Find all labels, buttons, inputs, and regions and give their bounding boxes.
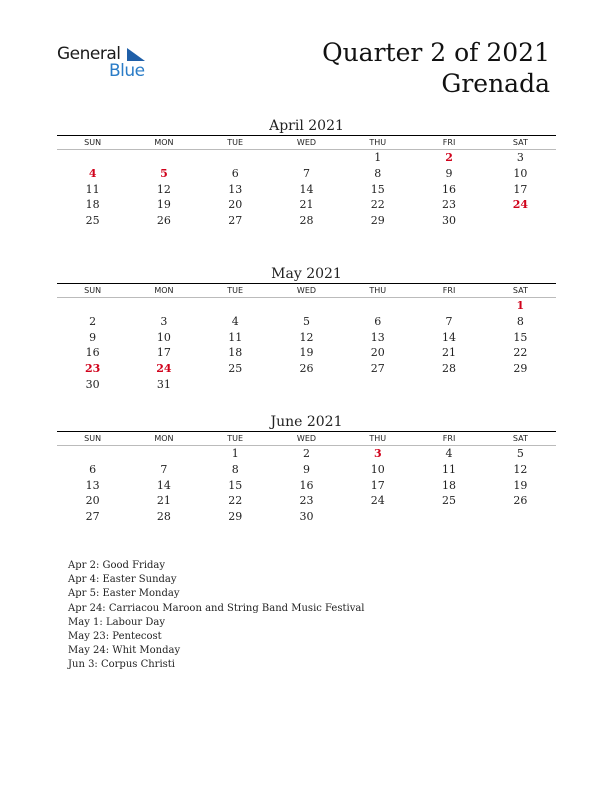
day-cell: 28 (442, 362, 457, 376)
logo-text-blue: Blue (109, 61, 145, 81)
day-cell: 29 (228, 510, 243, 524)
weekday-header: SUN (57, 432, 128, 446)
day-cell: 13 (85, 478, 100, 492)
day-cell: 15 (513, 330, 528, 344)
day-cell: 23 (442, 198, 457, 212)
day-cell: 10 (370, 463, 385, 477)
empty-cell (485, 509, 556, 525)
holiday-note: Apr 24: Carriacou Maroon and String Band Music Festival (68, 602, 365, 614)
weekday-header: SAT (485, 284, 556, 298)
empty-cell (128, 150, 199, 166)
holiday-note: May 1: Labour Day (68, 616, 165, 628)
weekday-header: MON (128, 284, 199, 298)
empty-cell (128, 446, 199, 462)
logo-text-general: General (57, 44, 121, 64)
week-row (57, 150, 556, 166)
empty-cell (57, 150, 128, 166)
weekday-header: MON (128, 136, 199, 150)
month-title: May 2021 (271, 266, 342, 282)
month-june (57, 413, 556, 524)
empty-cell (485, 376, 556, 392)
weekday-header: SAT (485, 432, 556, 446)
week-row (57, 446, 556, 462)
weekday-header: WED (271, 284, 342, 298)
day-cell: 25 (85, 214, 100, 228)
week-row (57, 345, 556, 361)
holiday-note: May 24: Whit Monday (68, 645, 181, 657)
day-cell: 22 (513, 346, 528, 360)
weekday-header: TUE (200, 432, 271, 446)
day-cell: 15 (228, 478, 243, 492)
day-cell: 3 (373, 447, 382, 461)
week-row (57, 509, 556, 525)
day-cell: 30 (85, 377, 100, 391)
day-cell: 14 (442, 330, 457, 344)
day-cell: 1 (516, 299, 525, 313)
holiday-note: Jun 3: Corpus Christi (68, 659, 176, 671)
holiday-note: Apr 2: Good Friday (68, 560, 166, 571)
day-cell: 19 (156, 198, 171, 212)
day-cell: 21 (442, 346, 457, 360)
month-grid (57, 284, 556, 392)
day-cell: 27 (228, 214, 243, 228)
day-cell: 29 (513, 362, 528, 376)
weekday-header: SAT (485, 136, 556, 150)
day-cell: 8 (516, 315, 524, 329)
day-cell: 6 (231, 167, 239, 181)
day-cell: 23 (299, 494, 314, 508)
weekday-header: SUN (57, 136, 128, 150)
day-cell: 24 (370, 494, 385, 508)
day-cell: 18 (442, 478, 457, 492)
day-cell: 25 (442, 494, 457, 508)
week-row (57, 197, 556, 213)
empty-cell (413, 298, 484, 314)
week-row (57, 462, 556, 478)
empty-cell (128, 298, 199, 314)
empty-cell (200, 150, 271, 166)
day-cell: 30 (299, 510, 314, 524)
weekday-header: SUN (57, 284, 128, 298)
week-row (57, 213, 556, 229)
month-grid (57, 432, 556, 524)
day-cell: 18 (85, 198, 100, 212)
weekday-header: FRI (413, 136, 484, 150)
empty-cell (413, 376, 484, 392)
day-cell: 22 (228, 494, 243, 508)
holiday-note: May 23: Pentecost (68, 631, 162, 643)
weekday-header: TUE (200, 284, 271, 298)
empty-cell (200, 376, 271, 392)
month-title: June 2021 (270, 414, 343, 430)
day-cell: 3 (160, 315, 168, 329)
empty-cell (485, 213, 556, 229)
day-cell: 7 (302, 167, 310, 181)
day-cell: 24 (512, 198, 528, 212)
day-cell: 2 (445, 151, 453, 165)
day-cell: 28 (299, 214, 314, 228)
day-cell: 23 (84, 362, 101, 376)
week-row (57, 361, 556, 377)
day-cell: 25 (228, 362, 243, 376)
day-cell: 2 (89, 315, 97, 329)
day-cell: 9 (445, 167, 453, 181)
day-cell: 12 (299, 330, 314, 344)
day-cell: 16 (85, 346, 100, 360)
day-cell: 20 (85, 494, 100, 508)
day-cell: 18 (228, 346, 243, 360)
day-cell: 12 (513, 463, 528, 477)
day-cell: 20 (370, 346, 385, 360)
day-cell: 6 (374, 315, 382, 329)
day-cell: 16 (299, 478, 314, 492)
week-row (57, 477, 556, 493)
day-cell: 19 (513, 478, 528, 492)
day-cell: 26 (513, 494, 528, 508)
day-cell: 11 (85, 182, 100, 196)
empty-cell (57, 446, 128, 462)
day-cell: 4 (231, 315, 239, 329)
empty-cell (342, 509, 413, 525)
empty-cell (271, 150, 342, 166)
weekday-header: THU (342, 136, 413, 150)
week-row (57, 376, 556, 392)
day-cell: 3 (516, 151, 524, 165)
day-cell: 11 (228, 330, 243, 344)
day-cell: 2 (302, 447, 310, 461)
day-cell: 31 (156, 377, 171, 391)
day-cell: 16 (442, 182, 457, 196)
day-cell: 8 (231, 463, 239, 477)
day-cell: 14 (156, 478, 171, 492)
day-cell: 22 (370, 198, 385, 212)
day-cell: 28 (156, 510, 171, 524)
week-row (57, 181, 556, 197)
empty-cell (413, 509, 484, 525)
day-cell: 13 (228, 182, 243, 196)
weekday-header: THU (342, 432, 413, 446)
empty-cell (342, 298, 413, 314)
day-cell: 17 (156, 346, 171, 360)
day-cell: 21 (156, 494, 171, 508)
day-cell: 4 (88, 167, 97, 181)
page-title (322, 37, 550, 99)
day-cell: 9 (302, 463, 310, 477)
month-april (57, 117, 556, 228)
week-row (57, 493, 556, 509)
day-cell: 20 (228, 198, 243, 212)
day-cell: 5 (516, 447, 524, 461)
month-title: April 2021 (269, 118, 344, 134)
week-row (57, 166, 556, 182)
weekday-header: FRI (413, 284, 484, 298)
weekday-header: THU (342, 284, 413, 298)
day-cell: 11 (442, 463, 457, 477)
weekday-header: TUE (200, 136, 271, 150)
weekday-header: MON (128, 432, 199, 446)
empty-cell (200, 298, 271, 314)
day-cell: 7 (160, 463, 168, 477)
month-may (57, 265, 556, 392)
weekday-header: WED (271, 136, 342, 150)
day-cell: 10 (156, 330, 171, 344)
empty-cell (271, 298, 342, 314)
day-cell: 27 (370, 362, 385, 376)
day-cell: 8 (374, 167, 382, 181)
day-cell: 14 (299, 182, 314, 196)
day-cell: 9 (89, 330, 97, 344)
weekday-header: WED (271, 432, 342, 446)
country-name: Grenada (441, 69, 550, 98)
empty-cell (57, 298, 128, 314)
day-cell: 5 (160, 167, 168, 181)
day-cell: 17 (370, 478, 385, 492)
weekday-header: FRI (413, 432, 484, 446)
day-cell: 13 (370, 330, 385, 344)
day-cell: 6 (89, 463, 97, 477)
day-cell: 12 (156, 182, 171, 196)
day-cell: 21 (299, 198, 314, 212)
day-cell: 5 (302, 315, 310, 329)
holiday-list (68, 559, 365, 673)
day-cell: 10 (513, 167, 528, 181)
day-cell: 1 (374, 151, 382, 165)
day-cell: 7 (445, 315, 453, 329)
day-cell: 24 (156, 362, 172, 376)
month-grid (57, 136, 556, 228)
week-row (57, 298, 556, 314)
empty-cell (342, 376, 413, 392)
day-cell: 30 (442, 214, 457, 228)
day-cell: 15 (370, 182, 385, 196)
day-cell: 19 (299, 346, 314, 360)
quarter-title: Quarter 2 of 2021 (322, 38, 550, 67)
day-cell: 26 (299, 362, 314, 376)
week-row (57, 329, 556, 345)
week-row (57, 314, 556, 330)
day-cell: 17 (513, 182, 528, 196)
day-cell: 1 (231, 447, 239, 461)
holiday-note: Apr 5: Easter Monday (68, 588, 180, 600)
empty-cell (271, 376, 342, 392)
day-cell: 4 (445, 447, 453, 461)
holiday-note: Apr 4: Easter Sunday (68, 574, 177, 586)
day-cell: 29 (370, 214, 385, 228)
logo (57, 44, 157, 80)
day-cell: 26 (156, 214, 171, 228)
day-cell: 27 (85, 510, 100, 524)
